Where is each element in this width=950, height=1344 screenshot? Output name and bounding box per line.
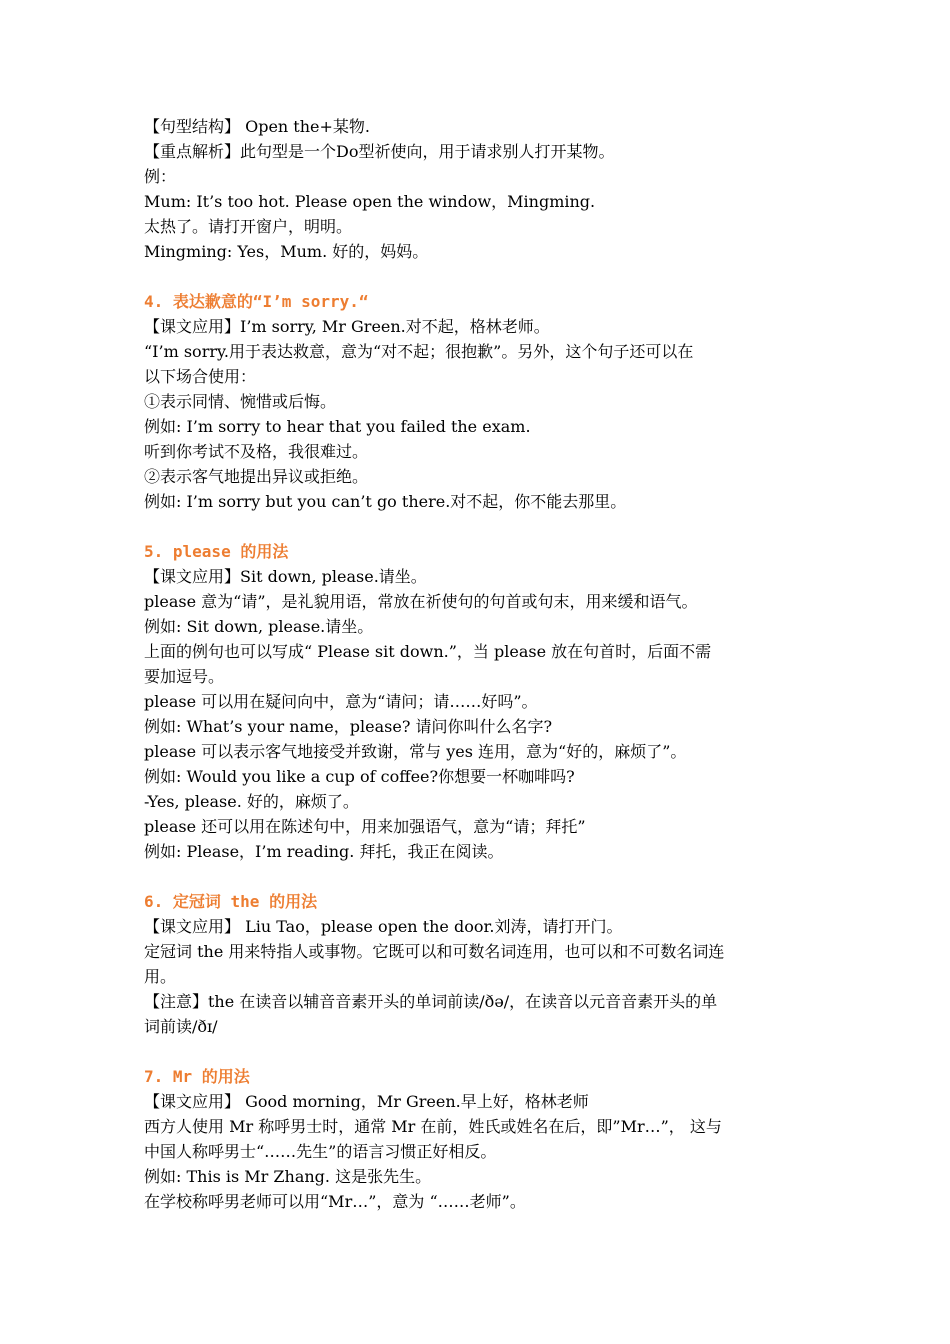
text-line: 例： — [144, 167, 177, 186]
section-6 — [144, 889, 824, 1039]
text-line: ②表示客气地提出异议或拒绝。 — [144, 467, 369, 486]
text-line: Mum: It’s too hot. Please open the window，Mingming. — [144, 192, 596, 211]
text-line: 西方人使用 Mr 称呼男士时，通常 Mr 在前，姓氏或姓名在后，即”Mr…”， 这与 — [144, 1117, 722, 1136]
document-page — [144, 114, 824, 1214]
section-heading: 6. 定冠词 the 的用法 — [144, 892, 318, 911]
text-line: ①表示同情、惋惜或后悔。 — [144, 392, 337, 411]
spacer — [144, 1039, 824, 1064]
text-line: 【课文应用】 Good morning，Mr Green.早上好，格林老师 — [144, 1092, 589, 1111]
spacer — [144, 514, 824, 539]
text-line: 【课文应用】 Liu Tao，please open the door.刘涛，请打开门。 — [144, 917, 623, 936]
text-line: 例如: What’s your name，please? 请问你叫什么名字? — [144, 717, 553, 736]
text-line: “I’m sorry.用于表达救意，意为“对不起；很抱歉”。另外，这个句子还可以在 — [144, 342, 694, 361]
text-line: 【句型结构】 Open the+某物. — [144, 117, 371, 136]
text-line: 例如: Please，I’m reading. 拜托，我正在阅读。 — [144, 842, 504, 861]
text-line: 例如: I’m sorry but you can’t go there.对不起，你不能去那里。 — [144, 492, 627, 511]
text-line: 【重点解析】此句型是一个Do型祈使向，用于请求别人打开某物。 — [144, 142, 615, 161]
text-line: 词前读/ðɪ/ — [144, 1017, 218, 1036]
text-line: please 可以用在疑问向中，意为“请问；请……好吗”。 — [144, 692, 538, 711]
section-heading: 5. please 的用法 — [144, 542, 289, 561]
text-line: 上面的例句也可以写成“ Please sit down.”，当 please 放在句首时，后面不需 — [144, 642, 712, 661]
intro-block — [144, 114, 824, 264]
text-line: 【课文应用】I’m sorry, Mr Green.对不起，格林老师。 — [144, 317, 550, 336]
section-4 — [144, 289, 824, 514]
text-line: 中国人称呼男士“……先生”的语言习惯正好相反。 — [144, 1142, 497, 1161]
text-line: please 可以表示客气地接受并致谢，常与 yes 连用，意为“好的，麻烦了”。 — [144, 742, 687, 761]
text-line: 例如: This is Mr Zhang. 这是张先生。 — [144, 1167, 432, 1186]
text-line: 在学校称呼男老师可以用“Mr…”，意为 “……老师”。 — [144, 1192, 526, 1211]
text-line: 例如: I’m sorry to hear that you failed the exam. — [144, 417, 531, 436]
section-heading: 4. 表达歉意的“I’m sorry.“ — [144, 292, 369, 311]
spacer — [144, 864, 824, 889]
text-line: 要加逗号。 — [144, 667, 225, 686]
text-line: -Yes, please. 好的，麻烦了。 — [144, 792, 359, 811]
spacer — [144, 264, 824, 289]
section-5 — [144, 539, 824, 864]
text-line: 例如: Would you like a cup of coffee?你想要一杯咖啡吗? — [144, 767, 575, 786]
text-line: 定冠词 the 用来特指人或事物。它既可以和可数名词连用，也可以和不可数名词连 — [144, 942, 725, 961]
text-line: please 意为“请”，是礼貌用语，常放在祈使句的句首或句末，用来缓和语气。 — [144, 592, 698, 611]
text-line: 听到你考试不及格，我很难过。 — [144, 442, 369, 461]
text-line: 【注意】the 在读音以辅音音素开头的单词前读/ðə/，在读音以元音音素开头的单 — [144, 992, 718, 1011]
text-line: 例如: Sit down, please.请坐。 — [144, 617, 374, 636]
section-heading: 7. Mr 的用法 — [144, 1067, 250, 1086]
section-7 — [144, 1064, 824, 1214]
text-line: please 还可以用在陈述句中，用来加强语气，意为“请；拜托” — [144, 817, 586, 836]
text-line: Mingming: Yes，Mum. 好的，妈妈。 — [144, 242, 429, 261]
text-line: 【课文应用】Sit down, please.请坐。 — [144, 567, 427, 586]
text-line: 太热了。请打开窗户，明明。 — [144, 217, 353, 236]
text-line: 以下场合使用： — [144, 367, 257, 386]
text-line: 用。 — [144, 967, 177, 986]
